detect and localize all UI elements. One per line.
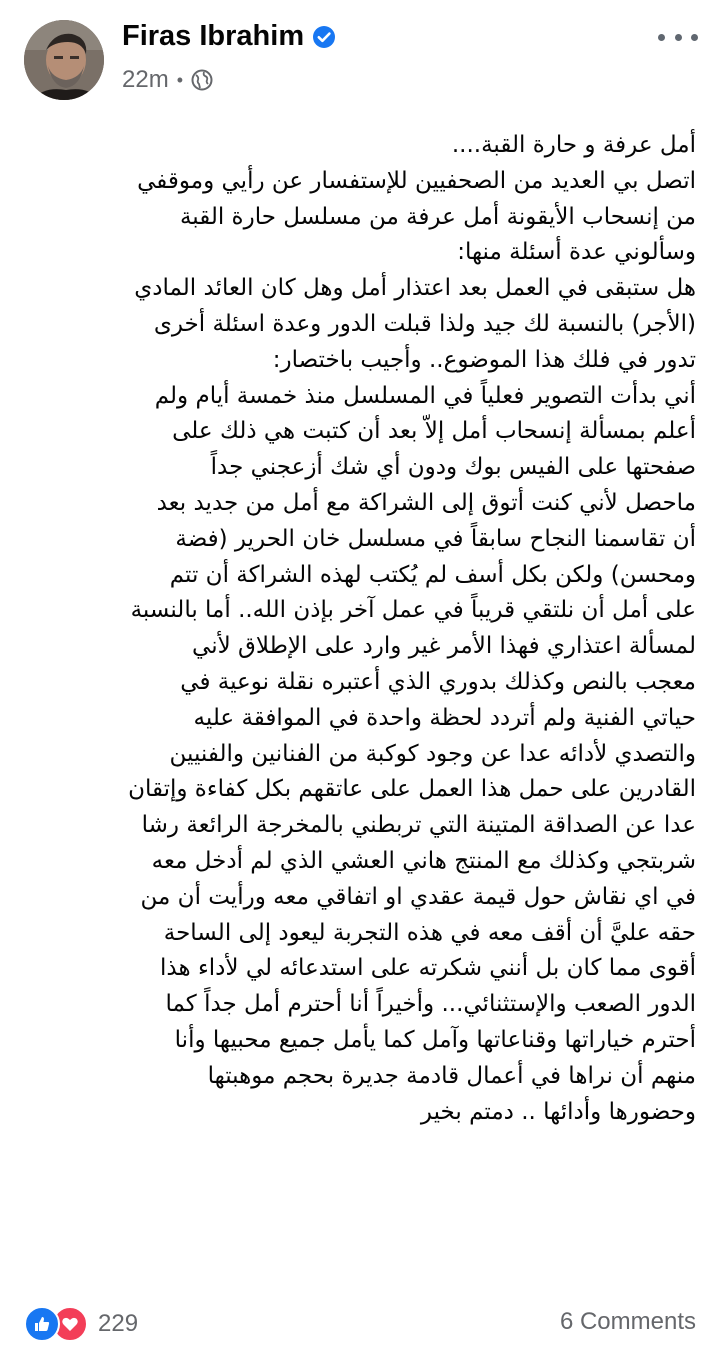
verified-badge-icon [312,25,336,49]
more-options-icon[interactable] [658,24,698,50]
post-text-line: أمل عرفة و حارة القبة.... [451,132,696,158]
avatar[interactable] [24,20,104,100]
post-text-line: ومحسن) ولكن بكل أسف لم يُكتب لهذه الشراكة أن تتم [169,561,696,588]
post-text-line: حياتي الفنية ولم أتردد لحظة واحدة في الموافقة عليه [193,704,696,731]
reactions-summary[interactable] [24,1306,138,1342]
post-meta [122,66,213,94]
comments-link[interactable]: 6 Comments [559,1308,696,1335]
post-text-line: أن تقاسمنا النجاح سابقاً في مسلسل خان الحرير (فضة [175,525,696,552]
post-text-line: تدور في فلك هذا الموضوع.. وأجيب باختصار: [272,346,696,373]
post-text-line: ماحصل لأني كنت أتوق إلى الشراكة مع أمل من جديد بعد [156,489,696,516]
post-text-line: (الأجر) بالنسبة لك جيد ولذا قبلت الدور وعدة اسئلة أخرى [153,310,696,337]
post-text-line: هل ستبقى في العمل بعد اعتذار أمل وهل كان العائد المادي [134,275,696,302]
like-icon [24,1306,60,1342]
more-dot [691,34,698,41]
post-text-line: لمسألة اعتذاري فهذا الأمر غير وارد على الإطلاق لأني [192,633,696,660]
more-dot [658,34,665,41]
post-time[interactable]: 22m [122,66,169,93]
post-text-line: أني بدأت التصوير فعلياً في المسلسل منذ خمسة أيام ولم [154,382,696,409]
post-text-line: أعلم بمسألة إنسحاب أمل إلاّ بعد أن كتبت هي ذلك على [172,418,696,445]
post-text-line: اتصل بي العديد من الصحفيين للإستفسار عن رأيي وموقفي [137,167,696,194]
author-row [122,20,336,53]
post-text-line: القادرين على حمل هذا العمل على عاتقهم بكل كفاءة وإتقان [128,776,696,803]
post-text-line: أقوى مما كان بل أنني شكرته على استدعائه لي لأداء هذا [160,955,696,982]
post-text-line: شربتجي وكذلك مع المنتج هاني العشي الذي لم أدخل معه [151,847,696,874]
post-text-line: معجب بالنص وكذلك بدوري الذي أعتبره نقلة نوعية في [180,668,696,695]
post-text-line: الدور الصعب والإستثنائي... وأخيراً أنا أحترم أمل جداً كما [165,991,696,1018]
post-text-line: وحضورها وأدائها .. دمتم بخير [420,1098,696,1125]
avatar-photo [24,20,104,100]
post-footer [0,1300,720,1346]
post-text-line: من إنسحاب الأيقونة أمل عرفة من مسلسل حارة القبة [179,203,696,230]
post-text-line: وسألوني عدة أسئلة منها: [457,239,696,266]
post-text-line: منهم أن نراها في أعمال قادمة جديرة بحجم موهبتها [207,1062,696,1089]
post-header [0,0,720,110]
post-text [28,128,696,1130]
reaction-count: 229 [98,1310,139,1337]
globe-icon[interactable] [191,69,213,91]
post-text-line: صفحتها على الفيس بوك ودون أي شك أزعجني جداً [210,454,696,481]
meta-separator: • [176,69,183,90]
more-dot [675,34,682,41]
post-text-line: أحترم خياراتها وقناعاتها وآمل كما يأمل جميع محبيها وأنا [174,1026,696,1053]
post-text-line: والتصدي لأدائه عدا عن وجود كوكبة من الفنانين والفنيين [169,740,696,767]
post-text-line: في اي نقاش حول قيمة عقدي او اتفاقي معه ورأيت أن من [140,883,696,910]
post-text-line: عدا عن الصداقة المتينة التي تربطني بالمخرجة الرائعة رشا [141,812,696,839]
author-name[interactable]: Firas Ibrahim [122,20,305,52]
post-text-line: على أمل أن نلتقي قريباً في عمل آخر بإذن الله.. أما بالنسبة [130,597,696,624]
post-text-line: حقه عليَّ أن أقف معه في هذه التجربة ليعود إلى الساحة [163,919,696,946]
